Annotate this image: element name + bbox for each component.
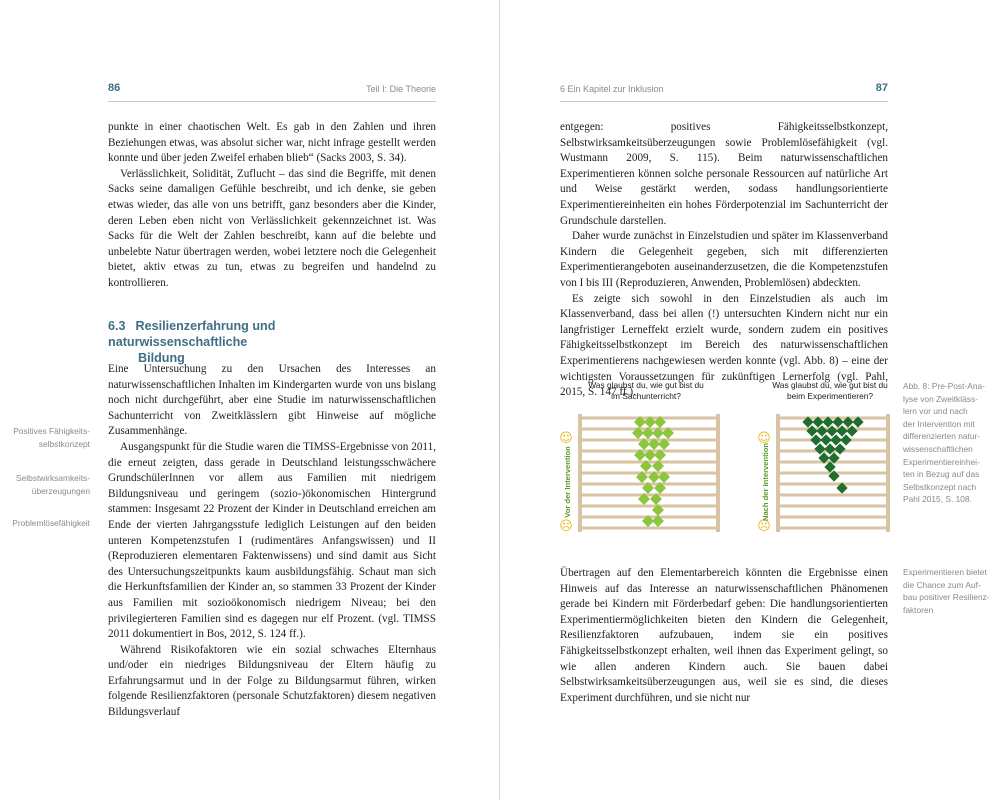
margin-note-selbstwirksamkeit: Selbstwirksamkeits- überzeugungen <box>16 473 90 496</box>
left-running-title: Teil I: Die Theorie <box>366 84 436 94</box>
left-ladder-rung <box>580 494 718 497</box>
right-header-rule <box>560 101 888 102</box>
right-happy-icon: ☺ <box>757 431 771 446</box>
right-axis-label: Nach der Intervention <box>761 442 770 522</box>
margin-note-problemloesefaehigkeit: Problemlösefähigkeit <box>12 518 90 528</box>
right-question-line2: beim Experimentieren? <box>786 391 874 401</box>
left-panel <box>559 380 720 534</box>
paragraph-intro: punkte in einer chaotischen Welt. Es gab in den Zahlen und ihren Beziehungen etwas, was absolut sicher war, nicht infrage gestellt werden konnte und über jeden Zweifel erhaben blieb“ (Sacks 2003, S. 34). <box>108 121 436 165</box>
figure-abb-8 <box>558 378 898 538</box>
right-ladder-rung <box>778 494 888 497</box>
left-ladder-rung <box>580 527 718 530</box>
left-sad-icon: ☹ <box>559 519 573 534</box>
caption-line-10: Pahl 2015, S. 108. <box>903 494 972 505</box>
margin-note-line-3: bau positiver Resilienz- <box>903 592 990 603</box>
figure-caption <box>903 380 995 506</box>
right-sad-icon: ☹ <box>757 519 771 534</box>
right-panel <box>757 380 890 534</box>
caption-line-1: Abb. 8: Pre-Post-Ana- <box>903 381 985 391</box>
section-title-line1: Resilienzerfahrung und naturwissenschaftliche <box>108 319 276 349</box>
right-ladder-rung <box>778 483 888 486</box>
paragraph-timss: Ausgangspunkt für die Studie waren die TIMSS-Ergebnisse von 2011, die erneut zeigten, dass gerade in Deutschland leistungsschwächere GrundschülerInnen vor allem aus Familien mit niedrigem Bildungsniveau und geringem (sozio-)ökonomischen Hintergrund stammen: Insgesamt 22 Prozent der Kinder in Deutschland erreichen am Ende der vierten Jahrgangsstufe lediglich Leistungen auf den beiden unteren Kompetenzstufen I (rudimentäres Anfangswissen) und II (Reproduzieren elementaren Faktenwissens) und sind damit aus Sicht des Untersuchungszeitpunkts kaum ausbildungsfähig. Schaut man sich die Herkunftsfamilien der Kinder an, so stammen 33 Prozent der Kinder aus Familien mit sozioökonomisch niedrigem Niveau; bei den privilegierteren Familien sind es dagegen nur elf Prozent. (vgl. TIMSS 2011 dokumentiert in Bos, 2012, S. 124 ff.). <box>108 440 436 641</box>
paragraph-verlaesslichkeit: Verlässlichkeit, Solidität, Zuflucht – das sind die Begriffe, mit denen Sacks seine damaligen Gefühle beschreibt, und ich denke, sie geben etwas wieder, das alle von uns betrifft, ganz besonders aber die Kinder, deren Leben eben nicht von Verlässlichkeit gekennzeichnet ist. Was Sacks für die Welt der Zahlen beschreibt, kann auf die belebte und unbelebte Natur übertragen werden, wobei letztere noch die Gelegenheit bietet, aktiv etwas zu tun, etwas zu begreifen und handelnd zu kontrollieren. <box>108 167 436 289</box>
caption-line-6: wissenschaftlichen <box>903 443 973 454</box>
paragraph-daher: Daher wurde zunächst in Einzelstudien und später im Klassenverband Kindern die Gelegenheit gegeben, sich mit differenzierten Experimentierangeboten auseinanderzusetzen, die die Kompetenzstufen von I bis III (Reproduzieren, Anwenden, Problemlösen) abdeckten. <box>560 230 888 289</box>
paragraph-untersuchung: Eine Untersuchung zu den Ursachen des Interesses an naturwissenschaftlichen Inhalten im Kindergarten wurde von uns bislang noch nicht durchgeführt, aber eine Studie im naturwissenschaftlichen Sachunterricht von Zweitklässlern gibt Hinweise auf mögliche Zusammenhänge. <box>108 363 436 438</box>
margin-note-line-1: Experimentieren bietet <box>903 567 987 577</box>
caption-line-3: lern vor und nach <box>903 406 968 417</box>
left-ladder-rung <box>580 439 718 442</box>
right-running-title: 6 Ein Kapitel zur Inklusion <box>560 84 664 94</box>
paragraph-risiko: Während Risikofaktoren wie ein sozial schwaches Elternhaus und/oder ein niedriges Bildungsniveau der Eltern häufig zu Erfahrungsarmut und in der Folge zu Bildungsarmut führen, wirken folgende Resilienzfaktoren (personale Schutzfaktoren) diesem negativen Bildungsverlauf <box>108 643 436 719</box>
right-ladder-rung <box>778 505 888 508</box>
caption-line-2: lyse von Zweitkläss- <box>903 393 978 404</box>
right-ladder-rung <box>778 516 888 519</box>
left-ladder-rung <box>580 505 718 508</box>
left-question-line1: Was glaubst du, wie gut bist du <box>588 380 704 390</box>
left-page-header <box>108 84 436 96</box>
left-text-block-bottom <box>108 362 436 721</box>
left-axis-label: Vor der Intervention <box>563 446 572 518</box>
section-title-line2: Bildung <box>138 351 185 365</box>
left-text-block-top <box>108 120 436 292</box>
right-markers <box>802 416 863 493</box>
margin-note-line-2: die Chance zum Auf- <box>903 579 981 590</box>
margin-note-faehigkeitsselbstkonzept: Positives Fähigkeits- selbstkonzept <box>13 426 90 449</box>
caption-line-4: der Intervention mit <box>903 418 975 429</box>
margin-note-experimentieren <box>903 566 995 616</box>
left-page-number: 86 <box>108 82 121 94</box>
section-number: 6.3 <box>108 319 126 333</box>
caption-line-9: Selbstkonzept nach <box>903 481 977 492</box>
right-ladder-rung <box>778 417 888 420</box>
paragraph-entgegen: entgegen: positives Fähigkeitsselbstkonzept, Selbstwirksamkeitsüberzeugungen sowie Problemlösefähigkeit (vgl. Wustmann 2009, S. 115). Beim naturwissenschaftlichen Experimentieren können solche personale Ressourcen auf natürliche Art und Weise gestärkt werden, sodass handlungsorientierte Experimentiereinheiten ein hohes Förderpotenzial im Sachunterricht der Grundschule darstellen. <box>560 121 888 227</box>
right-question-line1: Was glaubst du, wie gut bist du <box>772 380 888 390</box>
caption-line-7: Experimentiereinhei- <box>903 456 980 467</box>
left-question-line2: im Sachunterricht? <box>611 391 681 401</box>
paragraph-zeigte: Es zeigte sich sowohl in den Einzelstudien als auch im Klassenverband, dass bei allen (!) untersuchten Kindern nicht nur ein langfristiger Lerneffekt erzielt wurde, sondern zudem ein positives Fähigkeitsselbstkonzept im Bereich des naturwissenschaftlichen Experimentierens nachgewiesen werden konnte (vgl. Abb. 8) – eine der wichtigsten Voraussetzungen für zukünftigen Lernerfolg (vgl. Pahl, 2015, S. 147 ff.). <box>560 292 888 399</box>
left-happy-icon: ☺ <box>559 431 573 446</box>
book-spine <box>499 0 500 800</box>
left-ladder-rung <box>580 472 718 475</box>
right-page-number: 87 <box>875 82 888 94</box>
right-text-block-bottom <box>560 566 888 706</box>
paragraph-uebertragen: Übertragen auf den Elementarbereich könnten die Ergebnisse einen Hinweis auf das Interesse an naturwissenschaftlichen Phänomenen gerade bei Kindern mit Förderbedarf geben: Die handlungsorientierten Experimentiermöglichkeiten bieten den Kindern die Gelegenheit, Resilienzfaktoren aufzubauen, indem sie ein positives Fähigkeitsselbstkonzept erhalten, weil ihnen das Experiment gelingt, so wie allen anderen Kindern auch. Sie bauen dabei Selbstwirksamkeitsüberzeugungen aus, weil sie es sind, die dieses Experiment durchführen, und sie nicht nur <box>560 567 888 704</box>
section-heading <box>108 318 408 366</box>
right-page-header <box>560 84 888 96</box>
caption-line-8: ten in Bezug auf das <box>903 469 980 480</box>
right-text-block-top <box>560 120 888 401</box>
right-ladder-rung <box>778 527 888 530</box>
caption-line-5: differenzierten natur- <box>903 431 981 442</box>
left-header-rule <box>108 101 436 102</box>
margin-note-line-4: faktoren <box>903 604 934 615</box>
